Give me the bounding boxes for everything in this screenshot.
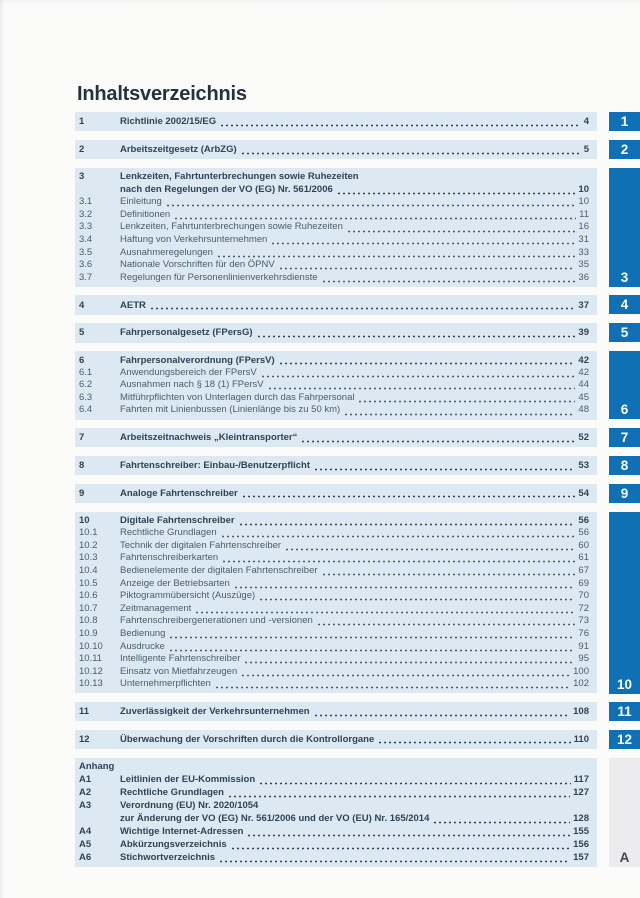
entry-title: Arbeitszeitnachweis „Kleintransporter“	[120, 432, 298, 444]
entry-page-number: 5	[583, 144, 589, 156]
chapter-tab-label: 10	[616, 677, 633, 692]
chapter-tab-11	[609, 702, 640, 721]
entry-number: 10.12	[79, 665, 103, 677]
toc-entry-10.6	[79, 590, 589, 603]
entry-title: Fahrtenschreiber: Einbau-/Benutzerpflicht	[120, 460, 311, 472]
entry-title: Anzeige der Betriebsarten	[120, 577, 230, 589]
dot-leader	[242, 152, 581, 155]
toc-entry-1	[79, 115, 589, 128]
page-title: Inhaltsverzeichnis	[77, 83, 247, 105]
toc-entry-3.4	[79, 234, 589, 247]
entry-page-number: 73	[578, 615, 589, 627]
dot-leader	[229, 795, 570, 798]
dot-leader	[359, 400, 575, 403]
dot-leader	[280, 267, 576, 270]
toc-entry-A2	[79, 786, 589, 799]
entry-page-number: 76	[578, 627, 589, 639]
chapter-tab-label: 1	[620, 114, 629, 129]
entry-page-number: 102	[573, 678, 589, 690]
toc-group-10	[75, 512, 597, 694]
toc-entry-A1	[79, 773, 589, 786]
toc-entry-cont	[79, 812, 589, 825]
dot-leader	[240, 523, 576, 526]
toc-group-2	[75, 140, 597, 159]
entry-page-number: 54	[578, 487, 589, 499]
entry-number: 3.5	[79, 246, 93, 258]
entry-title: Zeitmanagement	[120, 602, 192, 614]
entry-page-number: 42	[578, 354, 589, 366]
entry-title: Fahrpersonalgesetz (FPersG)	[120, 327, 253, 339]
dot-leader	[280, 362, 576, 365]
dot-leader	[302, 440, 575, 443]
entry-number: 3.1	[79, 196, 93, 208]
dot-leader	[242, 674, 570, 677]
entry-number: 6.4	[79, 404, 93, 416]
entry-page-number: 72	[578, 602, 589, 614]
entry-title: Analoge Fahrtenschreiber	[120, 487, 238, 499]
entry-page-number: 31	[578, 234, 589, 246]
entry-title: Bedienelemente der digitalen Fahrtenschreiber	[120, 564, 318, 576]
dot-leader	[434, 821, 570, 824]
toc-entry-10.12	[79, 666, 589, 679]
entry-number: 10.13	[79, 678, 103, 690]
entry-title: Intelligente Fahrtenschreiber	[120, 653, 241, 665]
toc-entry-10.9	[79, 628, 589, 641]
chapter-tab-label: 12	[616, 732, 633, 747]
entry-title: Fahrpersonalverordnung (FPersV)	[120, 354, 275, 366]
entry-number: 10.9	[79, 627, 98, 639]
entry-title: Einleitung	[120, 196, 162, 208]
entry-page-number: 16	[578, 221, 589, 233]
dot-leader	[315, 468, 575, 471]
toc-group-11	[75, 702, 597, 721]
chapter-tab-1	[609, 112, 640, 131]
entry-number: 7	[79, 432, 85, 444]
dot-leader	[272, 242, 575, 245]
chapter-tab-label: 9	[620, 486, 629, 501]
entry-title: Verordnung (EU) Nr. 2020/1054	[120, 800, 259, 812]
entry-page-number: 37	[578, 299, 589, 311]
chapter-tab-12	[609, 730, 640, 749]
entry-title: Nationale Vorschriften für den ÖPNV	[120, 259, 275, 271]
toc-entry-10.8	[79, 615, 589, 628]
entry-number: A4	[79, 826, 92, 838]
toc-entry-6.2	[79, 379, 589, 392]
entry-number: 6.3	[79, 391, 93, 403]
chapter-tab-label: 2	[620, 142, 629, 157]
chapter-tab-label: 6	[620, 402, 629, 417]
entry-page-number: 117	[573, 774, 589, 786]
dot-leader	[318, 623, 576, 626]
toc-entry-10.11	[79, 653, 589, 666]
entry-number: 3.2	[79, 208, 93, 220]
entry-number: 8	[79, 460, 85, 472]
entry-title: Wichtige Internet-Adressen	[120, 826, 244, 838]
entry-title: Lenkzeiten, Fahrtunterbrechungen sowie Ruhezeiten	[120, 221, 343, 233]
chapter-tab-5	[609, 323, 640, 342]
entry-number: 10.11	[79, 653, 103, 665]
entry-number: 10.6	[79, 590, 98, 602]
chapter-tab-label: A	[619, 850, 630, 865]
dot-leader	[170, 649, 576, 652]
toc-group-7	[75, 428, 597, 447]
entry-number: 9	[79, 487, 85, 499]
chapter-tab-8	[609, 456, 640, 475]
entry-title: Einsatz von Mietfahrzeugen	[120, 665, 238, 677]
toc-entry-A3	[79, 799, 589, 812]
entry-page-number: 156	[573, 839, 589, 851]
dot-leader	[221, 124, 581, 127]
dot-leader	[338, 192, 576, 195]
dot-leader	[220, 860, 570, 863]
toc-entry-4	[79, 299, 589, 312]
chapter-tab-label: 11	[617, 704, 632, 719]
entry-page-number: 110	[573, 733, 589, 745]
toc-entry-10.2	[79, 540, 589, 553]
chapter-tab-label: 8	[620, 458, 629, 473]
entry-number: 2	[79, 144, 85, 156]
entry-title: Ausnahmen nach § 18 (1) FPersV	[120, 379, 264, 391]
entry-number: 6.2	[79, 379, 93, 391]
dot-leader	[323, 280, 576, 283]
dot-leader	[315, 714, 571, 717]
entry-title: Stichwortverzeichnis	[120, 852, 216, 864]
entry-title: Digitale Fahrtenschreiber	[120, 515, 235, 527]
entry-title: Anwendungsbereich der FPersV	[120, 366, 257, 378]
entry-title: Fahrtenschreiberkarten	[120, 552, 219, 564]
dot-leader	[232, 847, 571, 850]
entry-number: 11	[79, 706, 90, 718]
dot-leader	[258, 335, 576, 338]
entry-title: zur Änderung der VO (EG) Nr. 561/2006 und der VO (EU) Nr. 165/2014	[120, 813, 430, 825]
entry-title: Regelungen für Personenlinienverkehrsdienste	[120, 271, 318, 283]
entry-number: 10.3	[79, 552, 98, 564]
dot-leader	[222, 535, 576, 538]
dot-leader	[269, 387, 576, 390]
entry-page-number: 42	[578, 366, 589, 378]
toc-group-9	[75, 484, 597, 503]
dot-leader	[262, 375, 576, 378]
entry-number: A2	[79, 787, 92, 799]
toc-entry-A6	[79, 851, 589, 864]
entry-page-number: 100	[573, 665, 589, 677]
toc-entry-10.7	[79, 603, 589, 616]
entry-title: Richtlinie 2002/15/EG	[120, 116, 217, 128]
toc-entry-3.3	[79, 221, 589, 234]
toc-entry-10.4	[79, 565, 589, 578]
toc-entry-2	[79, 143, 589, 156]
entry-title: Überwachung der Vorschriften durch die Kontrollorgane	[120, 733, 375, 745]
dot-leader	[248, 834, 570, 837]
toc-entry-6.4	[79, 404, 589, 417]
toc-groups	[75, 112, 597, 867]
chapter-tab-label: 5	[620, 325, 629, 340]
toc-entry-3.6	[79, 259, 589, 272]
entry-number: 4	[79, 299, 85, 311]
entry-title: Mitführpflichten von Unterlagen durch das Fahrpersonal	[120, 391, 355, 403]
entry-title: AETR	[120, 299, 146, 311]
dot-leader	[167, 204, 576, 207]
entry-number: 10	[79, 515, 90, 527]
toc-group-4	[75, 295, 597, 314]
entry-page-number: 127	[573, 787, 589, 799]
entry-number: 6	[79, 354, 85, 366]
chapter-tab-4	[609, 295, 640, 314]
toc-entry-10.1	[79, 527, 589, 540]
entry-number: 10.5	[79, 577, 98, 589]
dot-leader	[175, 217, 576, 220]
entry-number: A5	[79, 839, 92, 851]
dot-leader	[235, 586, 576, 589]
entry-page-number: 108	[573, 706, 589, 718]
dot-leader	[245, 661, 575, 664]
toc-entry-3	[79, 170, 589, 183]
toc-entry-11	[79, 705, 589, 718]
toc-entry-8	[79, 459, 589, 472]
entry-number: 10.4	[79, 564, 98, 576]
entry-title: Piktogrammübersicht (Auszüge)	[120, 590, 256, 602]
entry-title: Arbeitszeitgesetz (ArbZG)	[120, 144, 237, 156]
toc-section-label	[79, 760, 589, 773]
chapter-tab-7	[609, 428, 640, 447]
entry-number: 12	[79, 733, 90, 745]
entry-number: 1	[79, 116, 85, 128]
entry-page-number: 10	[578, 184, 589, 196]
toc-entry-10.10	[79, 641, 589, 654]
entry-page-number: 39	[578, 327, 589, 339]
toc-entry-10.5	[79, 578, 589, 591]
toc-group-8	[75, 456, 597, 475]
toc-content	[75, 84, 597, 875]
dot-leader	[151, 307, 576, 310]
dot-leader	[345, 413, 575, 416]
entry-page-number: 4	[583, 116, 589, 128]
entry-title: Technik der digitalen Fahrtenschreiber	[120, 539, 282, 551]
dot-leader	[218, 255, 575, 258]
toc-group-1	[75, 112, 597, 131]
dot-leader	[323, 573, 576, 576]
entry-title: Fahrtenschreibergenerationen und -versionen	[120, 615, 313, 627]
toc-group-A	[75, 758, 597, 867]
entry-title: Unternehmerpflichten	[120, 678, 211, 690]
entry-title: Abkürzungsverzeichnis	[120, 839, 227, 851]
entry-page-number: 44	[578, 379, 589, 391]
entry-page-number: 11	[579, 208, 589, 220]
entry-page-number: 69	[578, 577, 589, 589]
entry-number: 10.2	[79, 539, 98, 551]
entry-page-number: 70	[578, 590, 589, 602]
entry-page-number: 91	[578, 640, 589, 652]
toc-entry-3.5	[79, 247, 589, 260]
entry-number: 3.6	[79, 259, 93, 271]
entry-number: 3	[79, 171, 85, 183]
chapter-tab-label: 3	[620, 270, 629, 285]
entry-number: A6	[79, 852, 92, 864]
entry-page-number: 35	[578, 259, 589, 271]
entry-title: Definitionen	[120, 208, 171, 220]
entry-page-number: 48	[578, 404, 589, 416]
entry-number: 10.8	[79, 615, 98, 627]
entry-number: A1	[79, 774, 92, 786]
entry-number: 10.7	[79, 602, 98, 614]
section-label-text: Anhang	[79, 761, 115, 773]
entry-number: 5	[79, 327, 85, 339]
entry-title: nach den Regelungen der VO (EG) Nr. 561/2006	[120, 184, 333, 196]
dot-leader	[216, 686, 570, 689]
entry-page-number: 67	[578, 564, 589, 576]
entry-number: 3.7	[79, 271, 93, 283]
entry-page-number: 45	[578, 391, 589, 403]
dot-leader	[379, 741, 570, 744]
entry-title: Ausnahmeregelungen	[120, 246, 213, 258]
chapter-tab-9	[609, 484, 640, 503]
toc-entry-3.7	[79, 272, 589, 285]
entry-page-number: 33	[578, 246, 589, 258]
chapter-tab-label: 7	[620, 430, 629, 445]
toc-entry-6.3	[79, 392, 589, 405]
entry-title: Zuverlässigkeit der Verkehrsunternehmen	[120, 706, 310, 718]
entry-title: Fahrten mit Linienbussen (Linienlänge bis zu 50 km)	[120, 404, 341, 416]
toc-entry-7	[79, 431, 589, 444]
chapter-tab-3	[609, 168, 640, 287]
entry-page-number: 61	[578, 552, 589, 564]
toc-entry-A4	[79, 825, 589, 838]
dot-leader	[223, 560, 575, 563]
entry-title: Bedienung	[120, 627, 166, 639]
dot-leader	[196, 611, 575, 614]
dot-leader	[170, 636, 575, 639]
entry-number: 6.1	[79, 366, 93, 378]
entry-page-number: 157	[573, 852, 589, 864]
chapter-tab-10	[609, 512, 640, 694]
entry-page-number: 155	[573, 826, 589, 838]
entry-page-number: 56	[578, 515, 589, 527]
entry-title: Lenkzeiten, Fahrtunterbrechungen sowie Ruhezeiten	[120, 171, 359, 183]
toc-group-5	[75, 323, 597, 342]
entry-page-number: 95	[578, 653, 589, 665]
toc-group-12	[75, 730, 597, 749]
entry-title: Haftung von Verkehrsunternehmen	[120, 234, 268, 246]
entry-title: Rechtliche Grundlagen	[120, 527, 217, 539]
dot-leader	[348, 230, 576, 233]
entry-title: Leitlinien der EU-Kommission	[120, 774, 256, 786]
toc-entry-cont	[79, 183, 589, 196]
entry-number: 10.1	[79, 527, 98, 539]
entry-number: 10.10	[79, 640, 103, 652]
entry-title: Rechtliche Grundlagen	[120, 787, 224, 799]
entry-page-number: 56	[578, 527, 589, 539]
dot-leader	[286, 548, 575, 551]
dot-leader	[243, 495, 576, 498]
entry-page-number: 53	[578, 460, 589, 472]
dot-leader	[260, 598, 575, 601]
toc-entry-6	[79, 354, 589, 367]
toc-entry-12	[79, 733, 589, 746]
toc-entry-10.3	[79, 552, 589, 565]
entry-page-number: 60	[578, 539, 589, 551]
entry-page-number: 128	[573, 813, 589, 825]
dot-leader	[260, 782, 571, 785]
entry-number: 3.4	[79, 234, 93, 246]
entry-number: 3.3	[79, 221, 93, 233]
entry-title: Ausdrucke	[120, 640, 165, 652]
toc-group-6	[75, 351, 597, 419]
toc-entry-5	[79, 326, 589, 339]
chapter-tab-label: 4	[620, 297, 629, 312]
toc-entry-A5	[79, 838, 589, 851]
toc-entry-3.2	[79, 209, 589, 222]
entry-number: A3	[79, 800, 92, 812]
toc-entry-3.1	[79, 196, 589, 209]
chapter-tab-strip	[609, 0, 640, 898]
entry-page-number: 10	[578, 196, 589, 208]
entry-page-number: 52	[578, 432, 589, 444]
toc-entry-10	[79, 514, 589, 527]
toc-entry-6.1	[79, 367, 589, 380]
chapter-tab-2	[609, 140, 640, 159]
toc-entry-9	[79, 487, 589, 500]
chapter-tab-6	[609, 351, 640, 419]
entry-page-number: 36	[578, 271, 589, 283]
chapter-tab-A	[609, 758, 640, 867]
toc-entry-10.13	[79, 678, 589, 691]
toc-group-3	[75, 168, 597, 287]
